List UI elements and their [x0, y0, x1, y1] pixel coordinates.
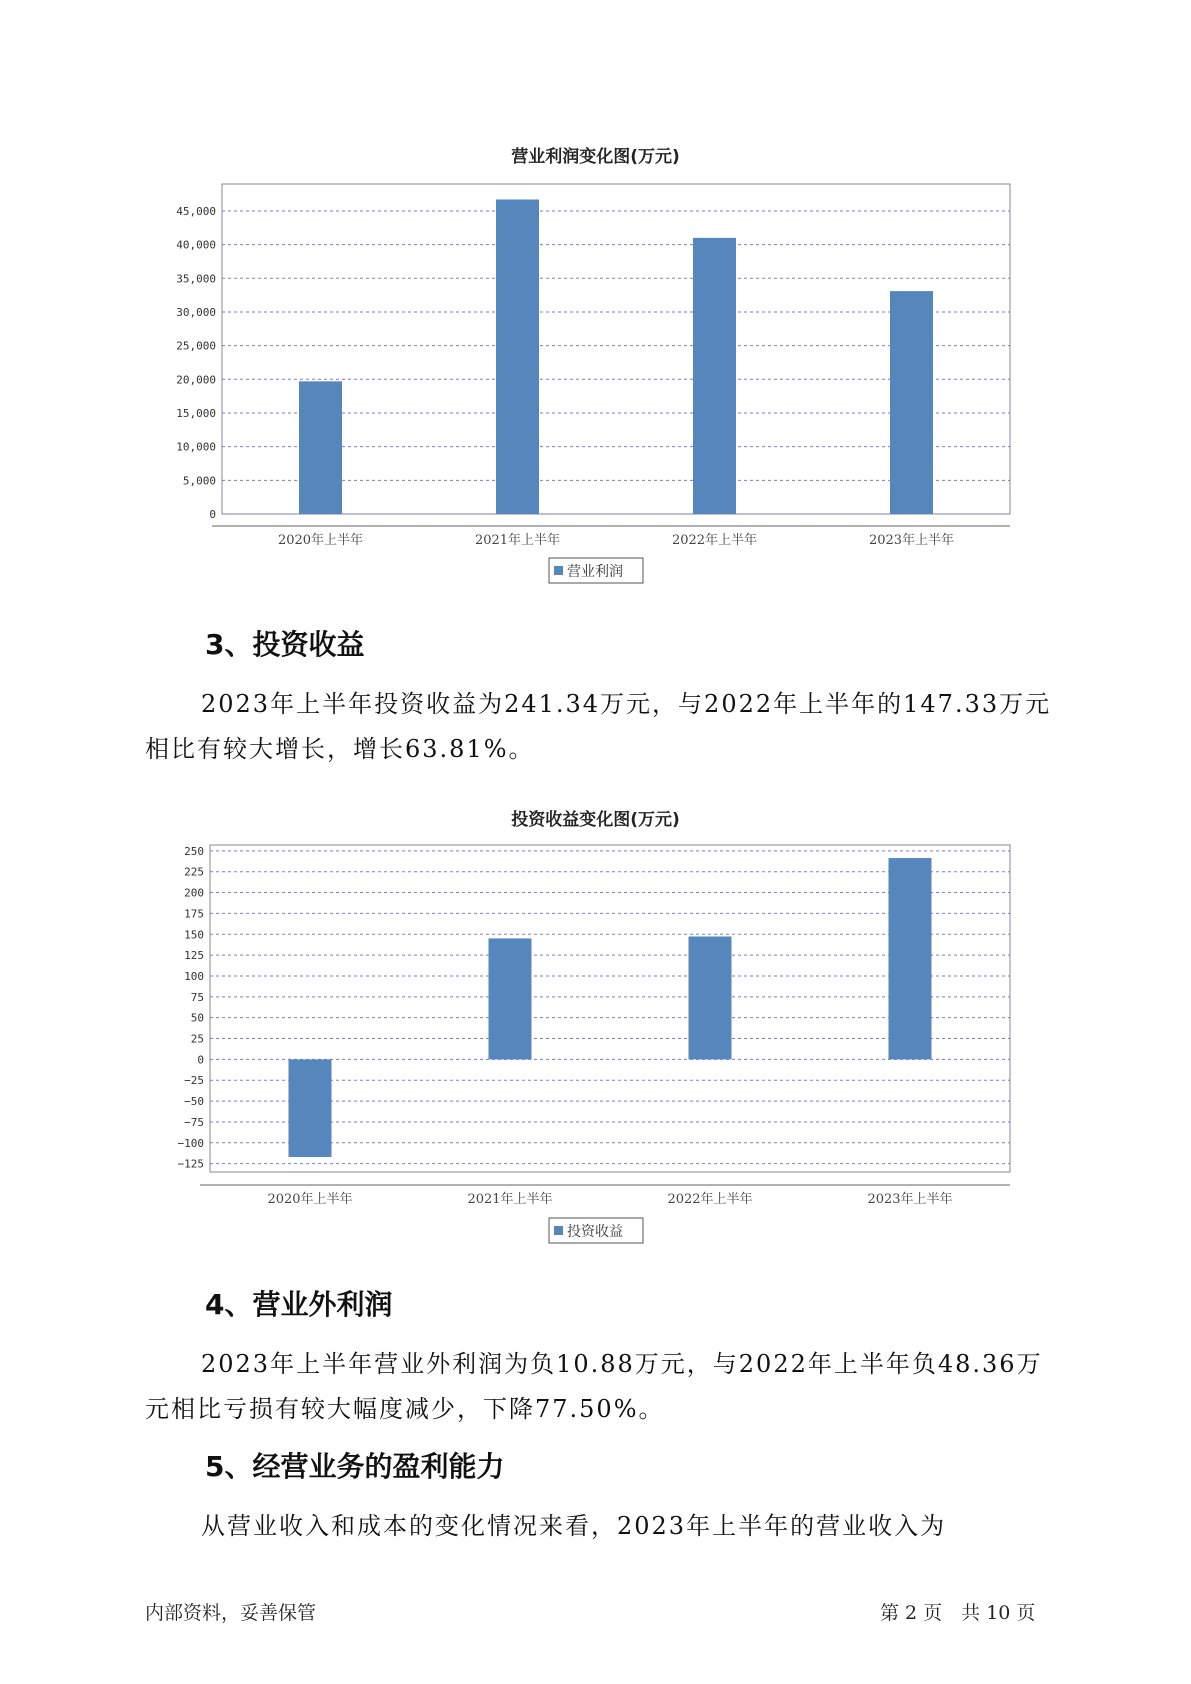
section-3-paragraph: 2023年上半年投资收益为241.34万元，与2022年上半年的147.33万元相比有较大增长，增长63.81%。	[145, 690, 1052, 763]
legend-label: 投资收益	[567, 1224, 623, 1240]
chart2-title: 投资收益变化图(万元)	[511, 810, 680, 830]
y-tick-label: 25,000	[176, 339, 216, 353]
y-tick-label: 35,000	[176, 272, 216, 286]
legend-label: 营业利润	[567, 564, 623, 580]
section-5-paragraph: 从营业收入和成本的变化情况来看，2023年上半年的营业收入为	[201, 1512, 947, 1540]
y-tick-label: −50	[184, 1095, 204, 1109]
x-tick-label: 2023年上半年	[868, 533, 955, 548]
y-tick-label: 15,000	[176, 406, 216, 420]
y-tick-label: 20,000	[176, 373, 216, 387]
y-tick-label: 25	[190, 1032, 204, 1046]
footer-page-number: 第 2 页 共 10 页	[880, 1602, 1036, 1624]
section-4-heading: 4、营业外利润	[205, 1288, 393, 1321]
footer-confidential-note: 内部资料，妥善保管	[145, 1602, 317, 1624]
y-tick-label: −100	[177, 1136, 204, 1150]
y-tick-label: 125	[184, 949, 204, 963]
y-tick-label: 200	[184, 886, 204, 900]
y-tick-label: 40,000	[176, 238, 216, 252]
y-tick-label: 100	[184, 969, 204, 983]
y-tick-label: −25	[184, 1074, 204, 1088]
bar	[489, 938, 532, 1059]
x-tick-label: 2022年上半年	[671, 533, 758, 548]
y-tick-label: −75	[184, 1115, 204, 1129]
x-tick-label: 2023年上半年	[867, 1192, 953, 1207]
y-tick-label: 50	[190, 1011, 204, 1025]
section-3-heading: 3、投资收益	[205, 628, 365, 661]
section-4-paragraph: 2023年上半年营业外利润为负10.88万元，与2022年上半年负48.36万元相比亏损有较大幅度减少，下降77.50%。	[145, 1350, 1043, 1423]
x-tick-label: 2020年上半年	[267, 1192, 353, 1207]
section-5-heading: 5、经营业务的盈利能力	[205, 1450, 505, 1483]
legend-swatch	[554, 1226, 563, 1235]
y-tick-label: 10,000	[176, 440, 216, 454]
y-tick-label: −125	[177, 1157, 204, 1171]
y-tick-label: 0	[197, 1053, 204, 1067]
x-tick-label: 2020年上半年	[277, 533, 364, 548]
x-tick-label: 2022年上半年	[667, 1192, 753, 1207]
y-tick-label: 75	[190, 990, 204, 1004]
bar	[889, 858, 932, 1059]
y-tick-label: 5,000	[182, 474, 216, 488]
y-tick-label: 0	[209, 508, 216, 521]
y-tick-label: 225	[184, 865, 204, 879]
y-tick-label: 175	[184, 907, 204, 921]
bar	[689, 936, 732, 1059]
y-tick-label: 250	[184, 844, 204, 858]
x-tick-label: 2021年上半年	[467, 1192, 553, 1207]
y-tick-label: 30,000	[176, 305, 216, 319]
y-tick-label: 150	[184, 928, 204, 942]
x-tick-label: 2021年上半年	[474, 533, 561, 548]
chart1-title: 营业利润变化图(万元)	[511, 147, 680, 167]
y-tick-label: 45,000	[176, 204, 216, 218]
bar	[289, 1059, 332, 1157]
